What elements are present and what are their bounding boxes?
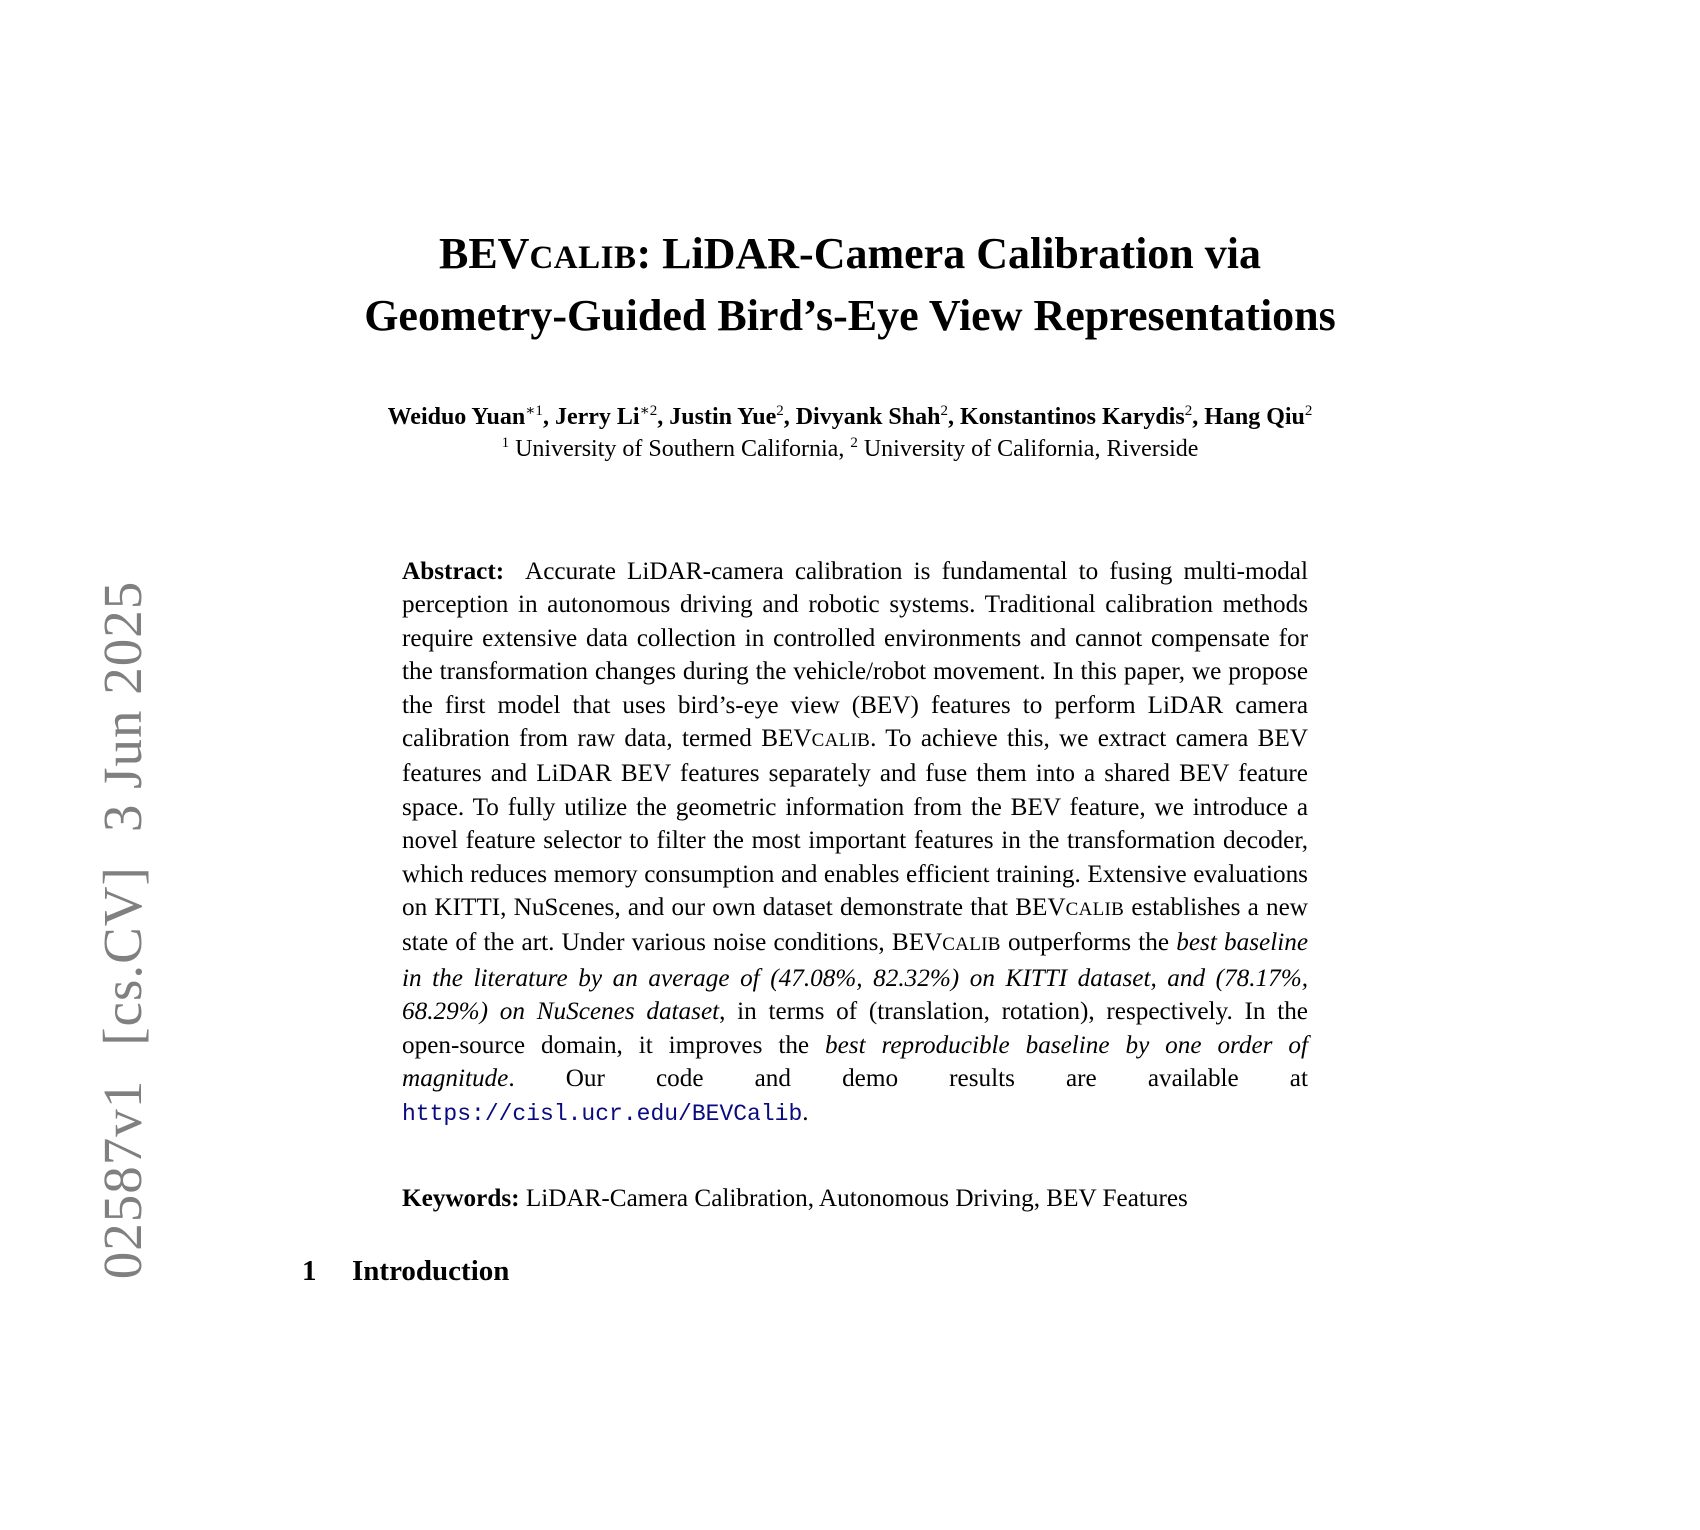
arxiv-date: 3 Jun 2025 — [91, 580, 153, 833]
affiliation: $^2$ University of California, Riverside — [850, 435, 1199, 462]
section-number: 1 — [302, 1255, 317, 1287]
system-name-smallcaps: CALIB — [529, 240, 637, 276]
abstract-emphasis: best reproducible baseline by one order of magnitude — [402, 1031, 1308, 1093]
author: Konstantinos Karydis$^2$ — [959, 403, 1193, 430]
project-url-link[interactable]: https://cisl.ucr.edu/BEVCalib — [402, 1100, 803, 1127]
title-line-1-rest: : LiDAR-Camera Calibration via — [636, 229, 1261, 278]
keywords — [402, 1182, 1308, 1215]
arxiv-category: [cs.CV] — [91, 866, 153, 1046]
abstract-label: Abstract: — [402, 558, 505, 585]
title-line-2: Geometry-Guided Bird’s-Eye View Representations — [364, 291, 1336, 340]
affiliation-list — [0, 428, 1700, 464]
author: Justin Yue$^2$ — [669, 403, 784, 430]
author-list: Weiduo Yuan$^{∗1}$, Jerry $Li^{∗2}$, Justin Yue$^2$, Divyank Shah$^2$, Konstantinos Karydis$^2$, Hang Qiu$^2$ — [387, 403, 1313, 430]
affiliation: $^1$ University of Southern California, — [501, 435, 845, 462]
abstract-text: Accurate LiDAR-camera calibration is fundamental to fusing multi-modal perception in autonomous driving and robotic systems. Traditional calibration methods require extensive data collection in controlled environments and cannot compensate for the transformation changes during the vehicle/robot movement. In this paper, we propose the first model that uses bird’s-eye view (BEV) features to perform LiDAR camera calibration from raw data, termed — [402, 558, 1308, 753]
paper-title — [0, 225, 1700, 345]
system-name-prefix: BEV — [438, 229, 530, 278]
abstract-emphasis: best baseline in the literature by an average of (47.08%, 82.32%) on KITTI dataset, and (78.17%, 68.29%) on NuScenes dataset — [402, 929, 1308, 1026]
title-line-1 — [0, 225, 1700, 287]
author: Hang Qiu$^2$ — [1204, 403, 1313, 430]
system-name: BEVCALIB — [891, 929, 1001, 957]
author: Jerry $Li^{∗2}$ — [554, 403, 658, 430]
section-title: Introduction — [352, 1255, 510, 1287]
keywords-text: LiDAR-Camera Calibration, Autonomous Driving, BEV Features — [525, 1185, 1188, 1212]
author: Divyank Shah$^2$ — [795, 403, 948, 430]
system-name: BEVCALIB — [761, 725, 871, 753]
system-name: BEVCALIB — [1015, 894, 1125, 922]
section-heading-introduction — [302, 1253, 509, 1289]
arxiv-sidebar-stamp — [72, 330, 172, 1530]
arxiv-id: 02587v1 — [91, 1079, 153, 1280]
abstract: Abstract: Accurate LiDAR-camera calibration is fundamental to fusing multi-modal perception in autonomous driving and robotic systems. Traditional calibration methods require extensive data collection in controlled environments and cannot compensate for the transformation changes during the vehicle/robot movement. In this paper, we propose the first model that uses bird’s-eye view (BEV) features to perform LiDAR camera calibration from raw data, termed BEVCALIB. To achieve this, we extract camera BEV features and LiDAR BEV features separately and fuse them into a shared BEV feature space. To fully utilize the geometric information from the BEV feature, we introduce a novel feature selector to filter the most important features in the transformation decoder, which reduces memory consumption and enables efficient training. Extensive evaluations on KITTI, NuScenes, and our own dataset demonstrate that BEVCALIB establishes a new state of the art. Under various noise conditions, BEVCALIB outperforms the best baseline in the literature by an average of (47.08%, 82.32%) on KITTI dataset, and (78.17%, 68.29%) on NuScenes dataset, in terms of (translation, rotation), respectively. In the open-source domain, it improves the best reproducible baseline by one order of magnitude. Our code and demo results are available at https://cisl.ucr.edu/BEVCalib. — [402, 558, 1309, 1127]
keywords-label: Keywords: — [402, 1185, 520, 1212]
author: Weiduo Yuan$^{∗1}$ — [387, 403, 543, 430]
